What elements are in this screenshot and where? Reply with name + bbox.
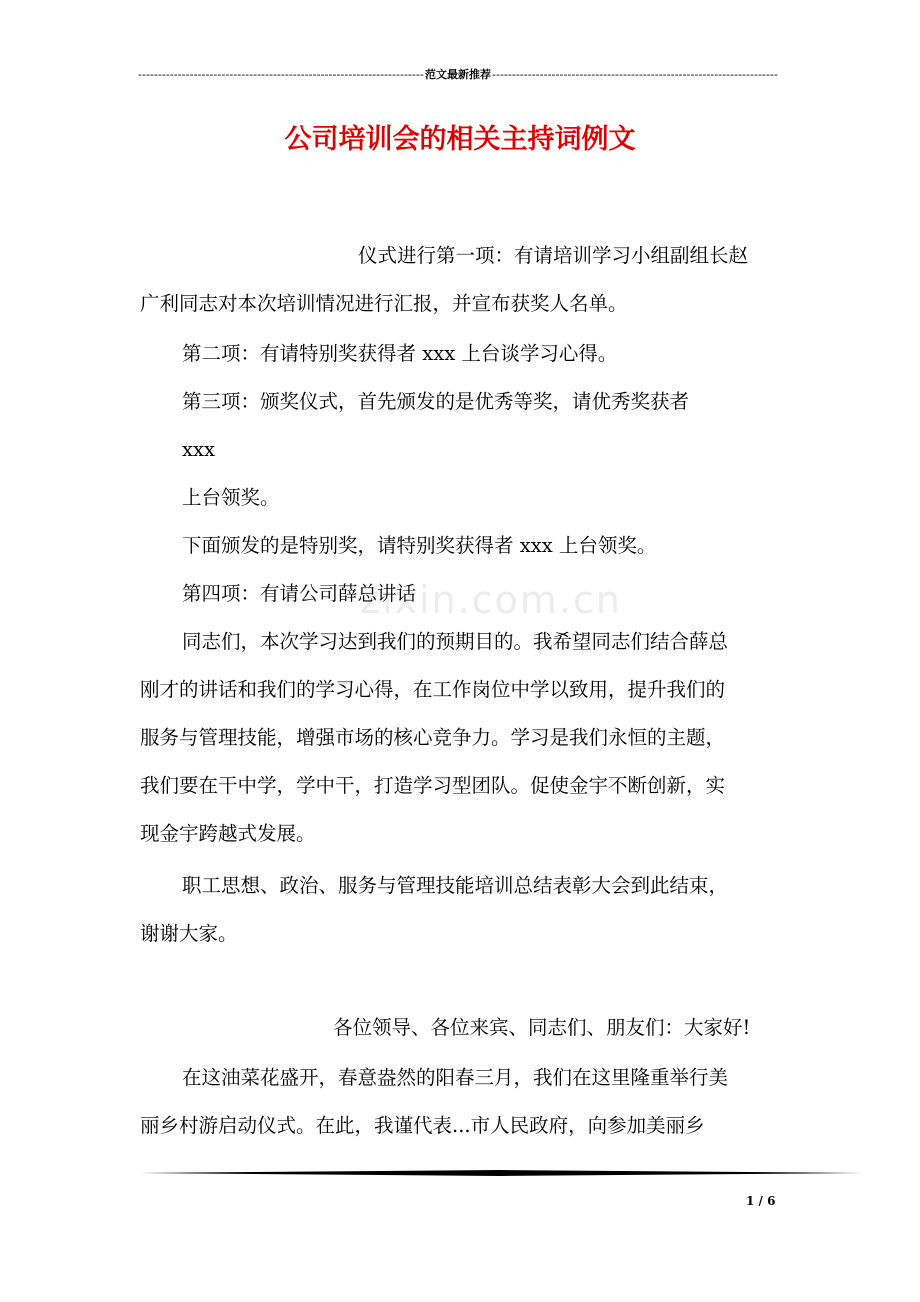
- watermark-text: zixin.com.cn: [360, 578, 622, 622]
- paragraph-8-line-5: 现金宇跨越式发展。: [140, 822, 316, 845]
- paragraph-1-line-1: 仪式进行第一项：有请培训学习小组副组长赵: [358, 244, 749, 267]
- paragraph-10: 各位领导、各位来宾、同志们、朋友们：大家好!: [333, 1016, 751, 1039]
- paragraph-8-line-2: 刚才的讲话和我们的学习心得，在工作岗位中学以致用，提升我们的: [140, 678, 726, 701]
- paragraph-8-line-1: 同志们，本次学习达到我们的预期目的。我希望同志们结合薛总: [182, 630, 729, 653]
- page-number: 1 / 6: [746, 1194, 776, 1208]
- document-title: 公司培训会的相关主持词例文: [284, 124, 636, 155]
- paragraph-4: xxx: [182, 438, 215, 461]
- paragraph-11-line-1: 在这油菜花盛开，春意盎然的阳春三月，我们在这里隆重举行美: [182, 1066, 729, 1089]
- paragraph-8-line-3: 服务与管理技能，增强市场的核心竞争力。学习是我们永恒的主题，: [140, 726, 726, 749]
- paragraph-3: 第三项：颁奖仪式，首先颁发的是优秀等奖，请优秀奖获者: [182, 390, 690, 413]
- paragraph-9-line-2: 谢谢大家。: [140, 922, 238, 945]
- paragraph-6: 下面颁发的是特别奖，请特别奖获得者 xxx 上台领奖。: [182, 534, 657, 557]
- header-dash-left: [138, 67, 424, 83]
- paragraph-9-line-1: 职工思想、政治、服务与管理技能培训总结表彰大会到此结束，: [182, 874, 729, 897]
- header-dash-right: [492, 67, 778, 83]
- paragraph-1-line-2: 广利同志对本次培训情况进行汇报，并宣布获奖人名单。: [140, 292, 628, 315]
- header-label: 范文最新推荐: [425, 68, 491, 81]
- footer-rule: [140, 1170, 862, 1176]
- paragraph-7: 第四项：有请公司薛总讲话: [182, 582, 417, 605]
- paragraph-11-line-2: 丽乡村游启动仪式。在此，我谨代表...市人民政府，向参加美丽乡: [140, 1114, 705, 1137]
- paragraph-5: 上台领奖。: [182, 486, 280, 509]
- paragraph-2: 第二项：有请特别奖获得者 xxx 上台谈学习心得。: [182, 342, 618, 365]
- paragraph-8-line-4: 我们要在干中学，学中干，打造学习型团队。促使金宇不断创新，实: [140, 774, 726, 797]
- page-header: [138, 67, 778, 83]
